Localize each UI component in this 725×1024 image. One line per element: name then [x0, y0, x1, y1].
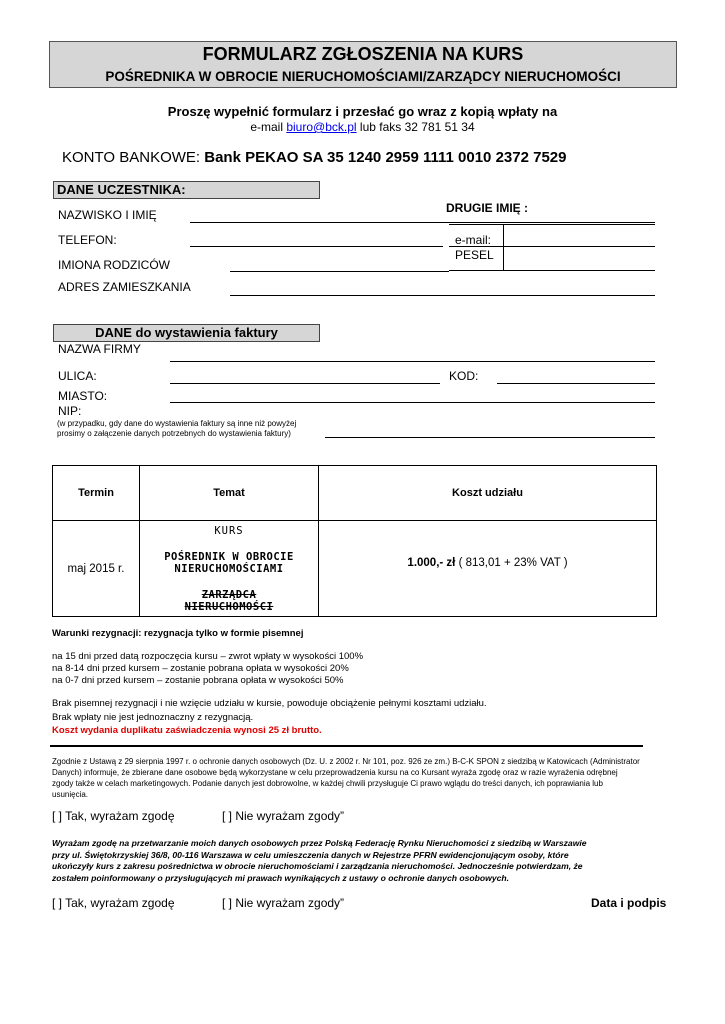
topic-struck-line: ZARZĄDCA: [201, 588, 257, 601]
invoice-note: [57, 419, 296, 439]
participant-heading: DANE UCZESTNIKA:: [53, 181, 320, 199]
pesel-label: PESEL: [455, 248, 494, 262]
cost-cell: [319, 521, 657, 617]
gdpr-line: Zgodnie z Ustawą z 29 sierpnia 1997 r. o ochronie danych osobowych (Dz. U. z 2002 r. Nr 101, poz. 926 ze zm.) B-C-K SPON z siedzibą w Katowicach (Administrator: [52, 757, 640, 766]
course-table: [52, 465, 657, 617]
bank-account-label: KONTO BANKOWE:: [62, 149, 205, 166]
nip-field[interactable]: [325, 437, 655, 438]
email-label: e-mail:: [455, 233, 492, 247]
topic-line: NIERUCHOMOŚCIAMI: [174, 562, 284, 575]
contact-line: [0, 120, 725, 134]
condition-note: Brak pisemnej rezygnacji i nie wzięcie udziału w kursie, powoduje obciążenie pełnymi kosztami udziału.: [52, 698, 487, 709]
cost-amount: 1.000,- zł: [407, 557, 456, 569]
bank-account: [62, 149, 566, 166]
gdpr-line: usunięcia.: [52, 790, 89, 799]
pfrn-line: zostałem poinformowany o przysługujących mi prawach wynikających z ustawy o ochronie danych osobowych.: [52, 872, 510, 883]
parents-label: IMIONA RODZICÓW: [58, 258, 170, 272]
company-field[interactable]: [170, 361, 655, 362]
city-field[interactable]: [170, 402, 655, 403]
pfrn-consent-text: [52, 838, 672, 884]
address-label: ADRES ZAMIESZKANIA: [58, 280, 191, 294]
header-term: Termin: [53, 466, 140, 521]
invoice-heading: DANE do wystawienia faktury: [53, 324, 320, 342]
invoice-note-line: prosimy o załączenie danych potrzebnych do wystawienia faktury): [57, 429, 291, 438]
email-link[interactable]: biuro@bck.pl: [286, 120, 357, 134]
bank-account-value: Bank PEKAO SA 35 1240 2959 1111 0010 2372 7529: [204, 149, 567, 166]
pfrn-line: przy ul. Świętokrzyskiej 36/8, 00-116 Warszawa w celu umieszczenia danych w Rejestrze PFRN ewidencjonującym osoby, które: [52, 849, 569, 860]
condition-note: Brak wpłaty nie jest jednoznaczny z rezygnacją.: [52, 712, 254, 723]
gdpr-line: Danych) informuje, że zbierane dane osobowe będą wykorzystane w celu przeprowadzenia kursu na co Kursant wyraża zgodę oraz w razie wyrażenia odrębnej: [52, 768, 618, 777]
phone-label: TELEFON:: [58, 233, 117, 247]
table-row: [53, 521, 657, 617]
phone-field[interactable]: [190, 246, 443, 247]
email-field[interactable]: [504, 225, 654, 245]
pfrn-consent-no-checkbox[interactable]: [ ] Nie wyrażam zgody”: [222, 896, 345, 910]
invoice-note-line: (w przypadku, gdy dane do wystawienia faktury są inne niż powyżej: [57, 419, 297, 428]
pesel-field[interactable]: [504, 247, 654, 270]
fax-text: lub faks 32 781 51 34: [356, 120, 475, 134]
topic-line: POŚREDNIK W OBROCIE: [164, 550, 294, 563]
company-label: NAZWA FIRMY: [58, 342, 141, 356]
consent-no-checkbox[interactable]: [ ] Nie wyrażam zgody”: [222, 809, 345, 823]
header-cost: Koszt udziału: [319, 466, 657, 521]
nip-label: NIP:: [58, 404, 82, 418]
header-topic: Temat: [140, 466, 319, 521]
gdpr-line: zgody także w celach marketingowych. Podanie danych jest dobrowolne, w każdej chwili przysługuje Ci prawo wglądu do treści danych, ich poprawiania lub: [52, 779, 603, 788]
divider: [50, 745, 643, 747]
city-label: MIASTO:: [58, 389, 108, 403]
signature-label: Data i podpis: [591, 896, 667, 910]
pfrn-line: Wyrażam zgodę na przetwarzanie moich danych osobowych przez Polską Federację Rynku Nieruchomości z siedzibą w Warszawie: [52, 838, 587, 848]
gdpr-text: [52, 756, 672, 800]
postal-code-field[interactable]: [497, 383, 655, 384]
consent-yes-checkbox[interactable]: [ ] Tak, wyrażam zgodę: [52, 809, 175, 823]
cost-breakdown: ( 813,01 + 23% VAT ): [455, 557, 568, 569]
form-subtitle: POŚREDNIKA W OBROCIE NIERUCHOMOŚCIAMI/ZARZĄDCY NIERUCHOMOŚCI: [105, 69, 621, 84]
condition-rule: na 8-14 dni przed kursem – zostanie pobrana opłata w wysokości 20%: [52, 663, 349, 674]
street-label: ULICA:: [58, 369, 97, 383]
postal-code-label: KOD:: [449, 369, 479, 383]
street-field[interactable]: [170, 383, 440, 384]
pfrn-line: ukończyły kurs z zakresu pośrednictwa w obrocie nieruchomościami i zarządzania nieruchomości. Jednocześnie potwierdzam, że: [52, 861, 583, 871]
form-title: FORMULARZ ZGŁOSZENIA NA KURS: [202, 44, 524, 64]
email-prefix: e-mail: [250, 120, 287, 134]
topic-struck-line: NIERUCHOMOŚCI: [184, 600, 274, 613]
intro-line: Proszę wypełnić formularz i przesłać go wraz z kopią wpłaty na: [167, 104, 558, 119]
surname-field[interactable]: [190, 222, 655, 223]
parents-field[interactable]: [230, 271, 449, 272]
pfrn-consent-yes-checkbox[interactable]: [ ] Tak, wyrażam zgodę: [52, 896, 175, 910]
duplicate-cost: Koszt wydania duplikatu zaświadczenia wynosi 25 zł brutto.: [52, 725, 322, 736]
conditions-heading: Warunki rezygnacji: rezygnacja tylko w formie pisemnej: [52, 628, 304, 639]
address-field[interactable]: [230, 295, 655, 296]
term-cell: maj 2015 r.: [53, 521, 140, 617]
condition-rule: na 0-7 dni przed kursem – zostanie pobrana opłata w wysokości 50%: [52, 675, 344, 686]
condition-rule: na 15 dni przed datą rozpoczęcia kursu – zwrot wpłaty w wysokości 100%: [52, 651, 364, 662]
topic-line: KURS: [214, 524, 244, 537]
surname-label: NAZWISKO I IMIĘ: [58, 208, 157, 222]
topic-cell: [140, 521, 319, 617]
table-header-row: [53, 466, 657, 521]
second-name-label: DRUGIE IMIĘ :: [446, 201, 529, 215]
